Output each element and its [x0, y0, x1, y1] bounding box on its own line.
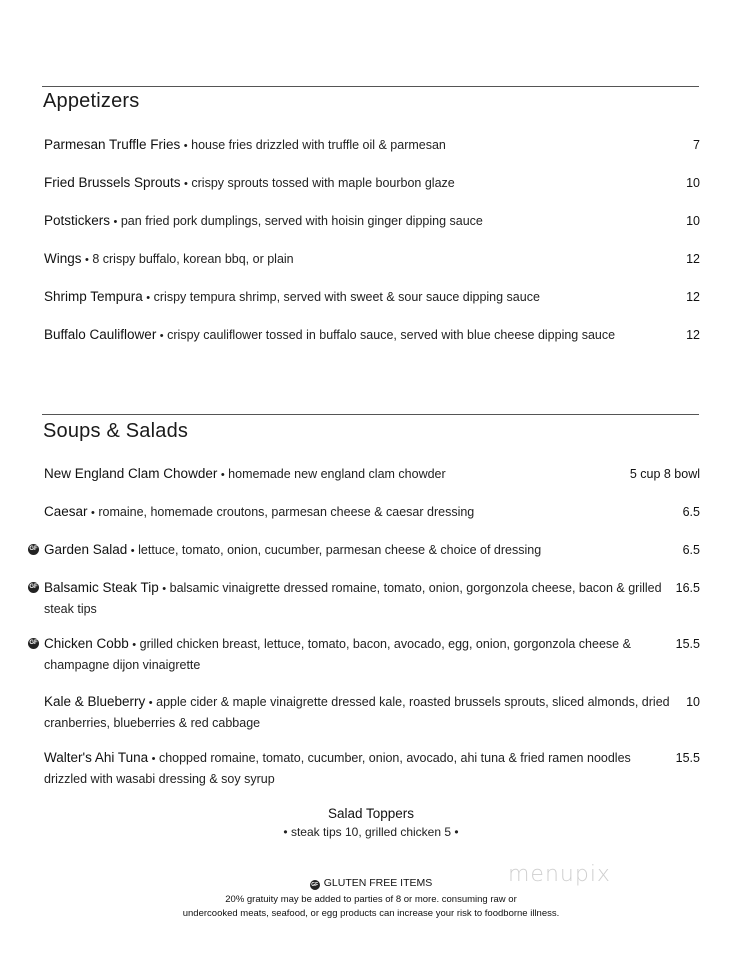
item-price: 6.5 — [682, 543, 700, 557]
watermark: menupix — [508, 862, 611, 887]
item-price: 15.5 — [675, 637, 700, 651]
separator-dot: • — [130, 545, 135, 557]
gratuity-notice — [0, 893, 742, 921]
notice-line: 20% gratuity may be added to parties of 8 or more. consuming raw or — [225, 894, 517, 905]
menu-item — [44, 135, 700, 156]
separator-dot: • — [220, 469, 225, 481]
menu-item — [44, 464, 700, 485]
menu-item — [44, 502, 700, 523]
separator-dot: • — [162, 583, 167, 595]
item-description: romaine, homemade croutons, parmesan cheese & caesar dressing — [98, 505, 475, 519]
menu-item — [44, 287, 700, 308]
item-name: Buffalo Cauliflower — [44, 327, 157, 342]
menu-item — [29, 540, 700, 561]
item-description: crispy cauliflower tossed in buffalo sauce, served with blue cheese dipping sauce — [167, 328, 616, 342]
item-price: 6.5 — [682, 505, 700, 519]
salad-toppers-list: • steak tips 10, grilled chicken 5 • — [283, 825, 459, 839]
salad-toppers-title: Salad Toppers — [327, 806, 415, 821]
item-description: homemade new england clam chowder — [228, 467, 446, 481]
gluten-free-icon: GF — [311, 882, 319, 888]
separator-dot: • — [91, 507, 95, 519]
item-description: apple cider & maple vinaigrette dressed kale, roasted brussels sprouts, sliced almonds, dried cranberries, blueberries & red cabbage — [44, 695, 670, 730]
separator-dot: • — [113, 216, 118, 228]
item-price: 12 — [686, 290, 700, 304]
item-name: Caesar — [44, 504, 88, 519]
separator-dot: • — [148, 697, 153, 709]
item-price: 10 — [686, 695, 700, 709]
item-description: pan fried pork dumplings, served with hoisin ginger dipping sauce — [120, 214, 483, 228]
item-name: Wings — [44, 251, 82, 266]
item-name: New England Clam Chowder — [44, 466, 218, 481]
item-price: 15.5 — [675, 751, 700, 765]
separator-dot: • — [146, 292, 151, 304]
item-description: crispy sprouts tossed with maple bourbon glaze — [191, 176, 455, 190]
item-name: Kale & Blueberry — [44, 694, 146, 709]
item-name: Walter's Ahi Tuna — [44, 750, 149, 765]
gluten-free-legend — [0, 877, 742, 890]
separator-dot: • — [184, 178, 188, 190]
appetizers-top-rule — [42, 86, 699, 87]
item-description: balsamic vinaigrette dressed romaine, tomato, onion, gorgonzola cheese, bacon & grilled steak tips — [44, 581, 662, 616]
item-name: Garden Salad — [44, 542, 128, 557]
item-price: 7 — [693, 138, 700, 152]
item-name: Shrimp Tempura — [44, 289, 143, 304]
gluten-free-label: GLUTEN FREE ITEMS — [323, 877, 433, 889]
item-description: grilled chicken breast, lettuce, tomato, bacon, avocado, egg, onion, gorgonzola cheese & champagne dijon vinaigrette — [44, 637, 631, 672]
menu-item — [44, 249, 700, 270]
menu-item — [44, 173, 700, 194]
item-description: crispy tempura shrimp, served with sweet & sour sauce dipping sauce — [153, 290, 540, 304]
gluten-free-icon: GF — [28, 638, 39, 649]
separator-dot: • — [151, 753, 156, 765]
item-description: lettuce, tomato, onion, cucumber, parmesan cheese & choice of dressing — [138, 543, 542, 557]
item-name: Fried Brussels Sprouts — [44, 175, 181, 190]
gluten-free-icon: GF — [28, 544, 39, 555]
appetizers-heading: Appetizers — [43, 90, 140, 112]
item-price: 10 — [686, 214, 700, 228]
separator-dot: • — [85, 254, 89, 266]
notice-line: undercooked meats, seafood, or egg products can increase your risk to foodborne illness. — [182, 908, 560, 919]
menu-item — [44, 692, 700, 733]
menu-item — [44, 211, 700, 232]
separator-dot: • — [159, 330, 164, 342]
item-price: 12 — [686, 328, 700, 342]
soups-salads-top-rule — [42, 414, 699, 415]
item-price: 12 — [686, 252, 700, 266]
item-name: Potstickers — [44, 213, 111, 228]
item-price: 5 cup 8 bowl — [629, 467, 700, 481]
separator-dot: • — [132, 639, 137, 651]
soups-salads-heading: Soups & Salads — [43, 420, 189, 442]
menu-item — [44, 748, 700, 789]
item-description: chopped romaine, tomato, cucumber, onion, avocado, ahi tuna & fried ramen noodles drizzled with wasabi dressing & soy syrup — [44, 751, 631, 786]
menu-item — [44, 325, 700, 346]
separator-dot: • — [183, 140, 188, 152]
item-description: 8 crispy buffalo, korean bbq, or plain — [92, 252, 294, 266]
item-name: Balsamic Steak Tip — [44, 580, 159, 595]
item-name: Parmesan Truffle Fries — [44, 137, 181, 152]
gluten-free-icon: GF — [28, 582, 39, 593]
menu-item — [29, 634, 700, 675]
item-price: 16.5 — [675, 581, 700, 595]
item-name: Chicken Cobb — [44, 636, 129, 651]
menu-item — [29, 578, 700, 619]
item-price: 10 — [686, 176, 700, 190]
item-description: house fries drizzled with truffle oil & parmesan — [191, 138, 446, 152]
